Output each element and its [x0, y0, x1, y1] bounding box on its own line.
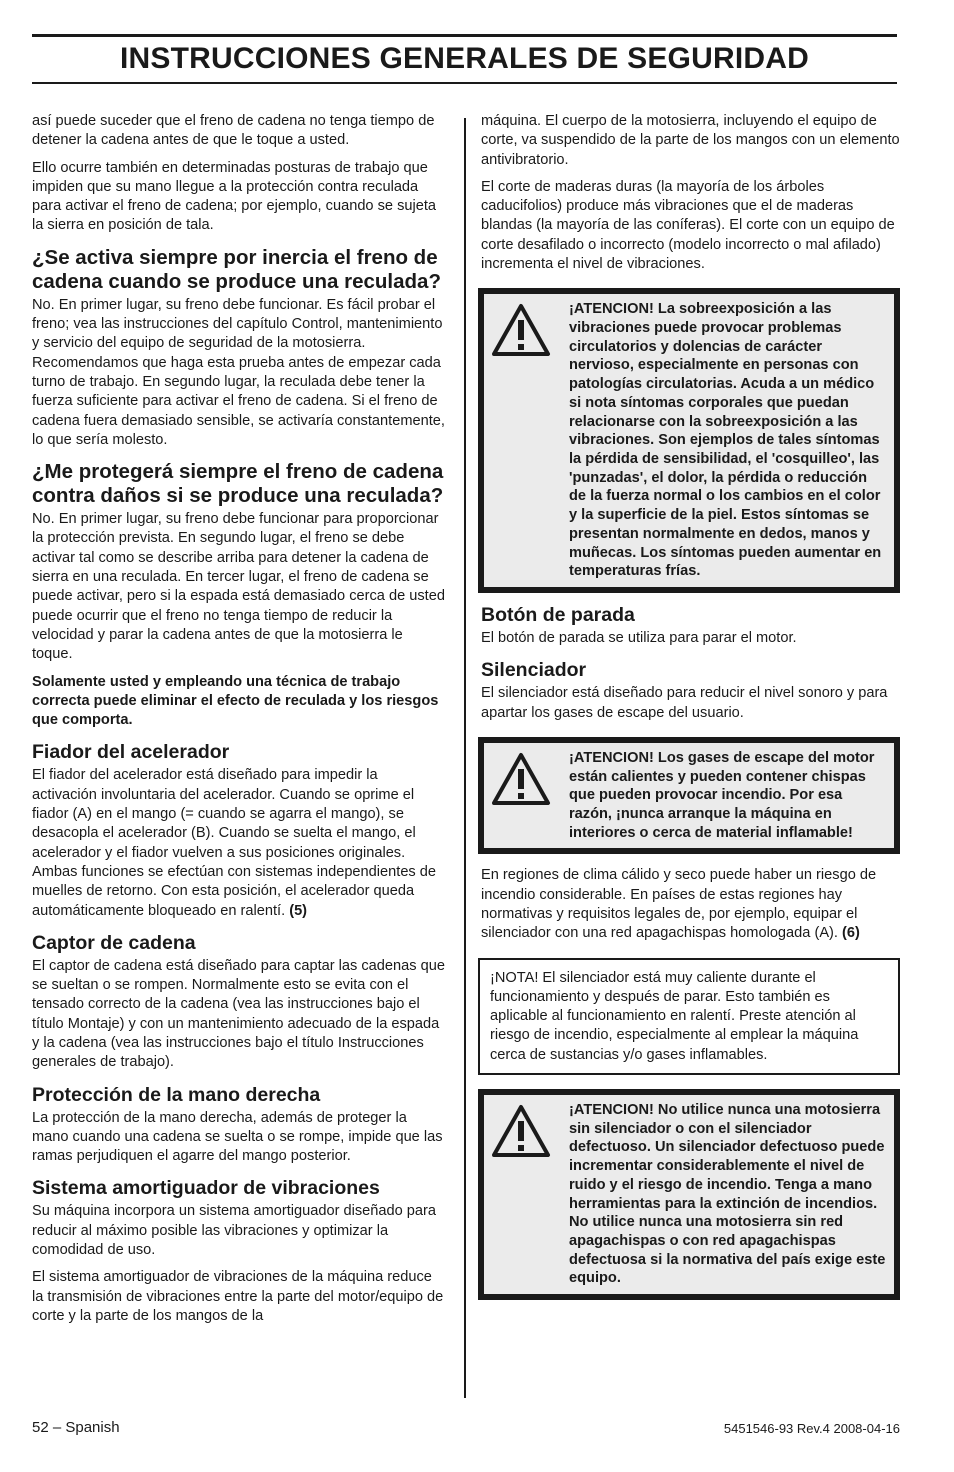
warning-text: ¡ATENCION! No utilice nunca una motosierra sin silenciador o con el silenciador defectuoso. Un silenciador defectuoso puede incrementar considerablemente el nivel de ruido y el riesgo de incendio. Tenga a mano herramientas para la extinción de incendios. No utilice nunca una motosierra sin red apagachispas o con red apagachispas defectuosa si la normativa del país exige este equipo.: [569, 1102, 886, 1287]
paragraph: El sistema amortiguador de vibraciones de la máquina reduce la transmisión de vibraciones entre la parte del motor/equipo de corte y la parte de los mangos de la: [32, 1269, 444, 1324]
header-rule-bottom: [32, 82, 897, 84]
warning-text: ¡ATENCION! La sobreexposición a las vibraciones puede provocar problemas circulatorios y dolencias de carácter nervioso, especialmente en personas con patologías circulatorias. Acuda a un médico si nota síntomas corporales que puedan relacionarse con la sobreexposición a las vibraciones. Son ejemplos de tales síntomas la pérdida de sensibilidad, el 'cosquilleo', las 'punzadas', el dolor, la pérdida o reducción de la fuerza normal o los cambios en el color y la superficie de la piel. Estos síntomas se presentan normalmente en dedos, manos y muñecas. Los síntomas pueden aumentar en temperaturas frías.: [569, 301, 882, 580]
paragraph: máquina. El cuerpo de la motosierra, incluyendo el equipo de corte, va suspendido de la parte de los mangos con un elemento antivibratorio.: [481, 113, 900, 168]
paragraph: El silenciador está diseñado para reducir el nivel sonoro y para apartar los gases de escape del usuario.: [481, 685, 888, 721]
warning-triangle-icon: [490, 751, 552, 807]
right-column: [481, 112, 900, 1300]
page-number: 52 – Spanish: [32, 1419, 120, 1436]
warning-triangle-icon: [490, 1103, 552, 1159]
paragraph-text: En regiones de clima cálido y seco puede haber un riesgo de incendio considerable. En países de estas regiones hay normativas y requisitos legales de, por ejemplo, equipar el silenciador con una red apagachispas homologada (A).: [481, 867, 877, 942]
section-heading-parada: Botón de parada: [481, 603, 635, 626]
paragraph-fiador: [32, 766, 445, 920]
section-heading-protegera: ¿Me protegerá siempre el freno de cadena contra daños si se produce una reculada?: [32, 460, 444, 508]
column-divider: [464, 118, 466, 1398]
bold-paragraph: Solamente usted y empleando una técnica de trabajo correcta puede eliminar el efecto de reculada y los riesgos que comporta.: [32, 673, 439, 729]
paragraph: así puede suceder que el freno de cadena no tenga tiempo de detener la cadena antes de que le toque a usted.: [32, 113, 435, 149]
document-id: 5451546-93 Rev.4 2008-04-16: [723, 1421, 900, 1436]
section-heading-vibraciones: Sistema amortiguador de vibraciones: [32, 1177, 380, 1200]
warning-box-silenciador: [478, 1089, 900, 1300]
paragraph: Ello ocurre también en determinadas posturas de trabajo que impiden que su mano llegue a la protección contra reculada para activar el freno de cadena; por ejemplo, cuando se sujeta la sierra en posición de tala.: [32, 159, 437, 234]
note-box: [478, 958, 900, 1075]
paragraph: Su máquina incorpora un sistema amortiguador diseñado para reducir al máximo posible las vibraciones y optimizar la comodidad de uso.: [32, 1203, 437, 1259]
section-heading-inercia: ¿Se activa siempre por inercia el freno de cadena cuando se produce una reculada?: [32, 245, 441, 293]
figure-reference: (5): [289, 902, 308, 919]
note-text: ¡NOTA! El silenciador está muy caliente durante el funcionamiento y después de parar. Esto también es aplicable al funcionamiento en ralentí. Preste atención al riesgo de incendio, especialmente al emplear la máquina cerca de sustancias y/o gases inflamables.: [490, 969, 859, 1063]
paragraph: No. En primer lugar, su freno debe funcionar. Es fácil probar el freno; vea las instrucciones del capítulo Control, mantenimiento y servicio del equipo de seguridad de la motosierra. Recomendamos que haga esta prueba antes de empezar cada turno de trabajo. En segundo lugar, la reculada debe tener la fuerza suficiente para activar el freno de cadena. Si el freno de cadena fuera demasiado sensible, se activaría constantemente, lo que sería molesto.: [32, 296, 445, 448]
warning-triangle-icon: [490, 302, 552, 358]
paragraph-regiones: [481, 866, 900, 943]
section-heading-captor: Captor de cadena: [32, 931, 196, 954]
paragraph-text: El fiador del acelerador está diseñado para impedir la activación involuntaria del acelerador. Cuando se oprime el fiador (A) en el mango (= cuando se agarra el mango), se desacopla el acelerador (B). Cuando se suelta el mango, el acelerador y el fiador vuelven a sus posiciones originales. Ambas funciones se efectúan con sistemas independientes de muelles de retorno. Con esta posición, el acelerador queda automáticamente bloqueado en ralentí.: [32, 767, 437, 919]
paragraph: El captor de cadena está diseñado para captar las cadenas que se sueltan o se rompen. Normalmente esto se evita con el tensado correcto de la cadena (vea las instrucciones bajo el título Montaje) y con un mantenimiento adecuado de la espada y la cadena (vea las instrucciones bajo el título Instrucciones generales de trabajo).: [32, 957, 445, 1071]
paragraph: El corte de maderas duras (la mayoría de los árboles caducifolios) produce más vibraciones que el de maderas blandas (la mayoría de las coníferas). El corte con un equipo de corte desafilado o incorrecto (modelo incorrecto o mal afilado) incrementa el nivel de vibraciones.: [481, 178, 895, 273]
paragraph: El botón de parada se utiliza para parar el motor.: [481, 629, 797, 646]
warning-text: ¡ATENCION! Los gases de escape del motor están calientes y pueden contener chispas que pueden provocar incendio. Por esa razón, ¡nunca arranque la máquina en interiores o cerca de material inflamable!: [569, 749, 875, 841]
page-title: INSTRUCCIONES GENERALES DE SEGURIDAD: [120, 42, 809, 75]
section-heading-fiador: Fiador del acelerador: [32, 741, 230, 764]
paragraph: La protección de la mano derecha, además de proteger la mano cuando una cadena se suelta o se rompe, impide que las ramas perjudiquen el agarre del mango posterior.: [32, 1109, 443, 1165]
left-column: [32, 112, 445, 1334]
warning-box-gases: [478, 737, 900, 855]
warning-box-vibraciones: [478, 288, 900, 593]
figure-reference: (6): [842, 925, 860, 942]
section-heading-silenciador: Silenciador: [481, 659, 587, 682]
paragraph: No. En primer lugar, su freno debe funcionar para proporcionar la protección prevista. En segundo lugar, el freno se debe activar tal como se describe arriba para detener la cadena de sierra en una reculada. En tercer lugar, el freno de cadena se puede activar, pero si la espada está demasiado cerca de usted puede ocurrir que el freno no tenga tiempo de reducir la velocidad y parar la cadena antes de que la motosierra le toque.: [32, 511, 445, 663]
section-heading-mano: Protección de la mano derecha: [32, 1083, 321, 1106]
